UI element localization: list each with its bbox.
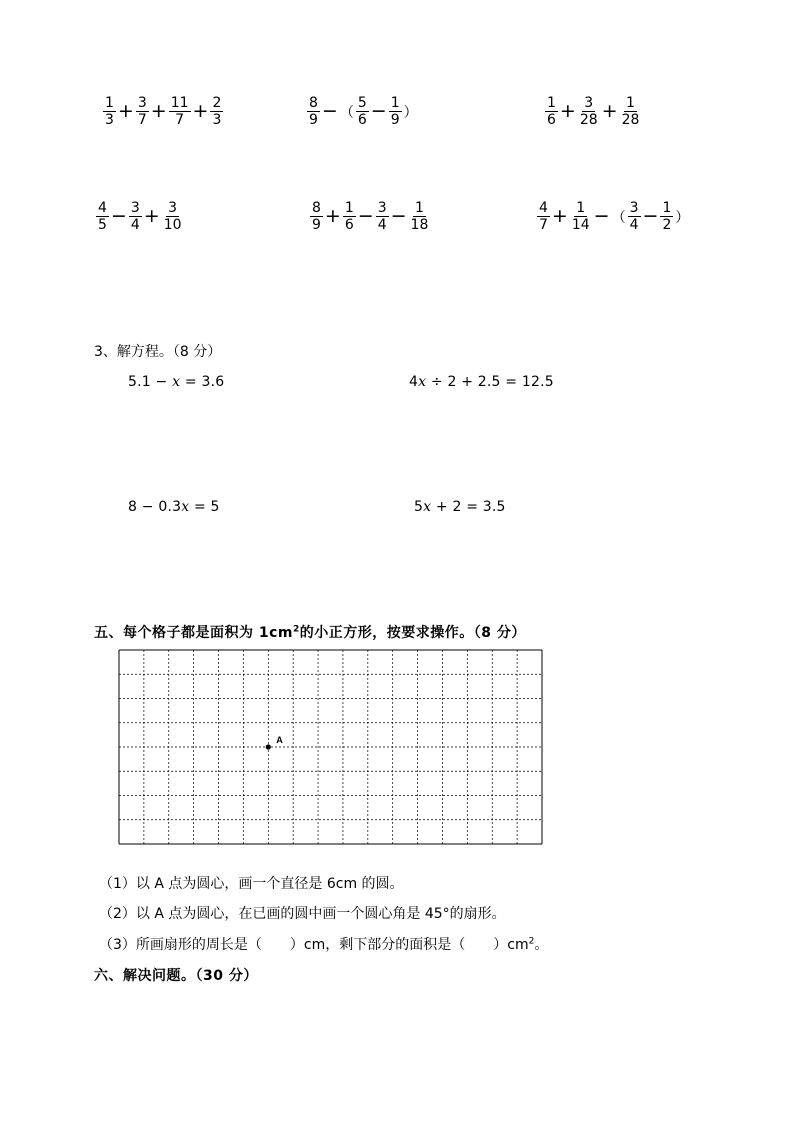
denominator: 4 bbox=[377, 217, 387, 233]
fraction bbox=[356, 96, 369, 127]
numerator: 1 bbox=[626, 95, 635, 111]
numerator: 1 bbox=[105, 95, 114, 111]
question-3 bbox=[99, 934, 548, 954]
expression-1 bbox=[102, 96, 224, 127]
fraction bbox=[660, 201, 673, 232]
denominator: 7 bbox=[175, 112, 185, 128]
fraction bbox=[343, 201, 356, 232]
numerator: 1 bbox=[547, 95, 556, 111]
denominator: 6 bbox=[344, 217, 354, 233]
numerator: 3 bbox=[377, 200, 387, 216]
operator: − bbox=[321, 100, 338, 122]
superscript: 2 bbox=[293, 624, 300, 635]
fraction bbox=[162, 201, 184, 232]
superscript: 2 bbox=[528, 936, 535, 947]
numerator: 4 bbox=[539, 200, 548, 216]
equation-text: 5 bbox=[414, 499, 424, 515]
expression-4 bbox=[95, 201, 185, 232]
denominator: 4 bbox=[629, 217, 639, 233]
question-2: （2）以 A 点为圆心，在已画的圆中画一个圆心角是 45°的扇形。 bbox=[99, 906, 506, 922]
denominator: 10 bbox=[163, 217, 182, 233]
numerator: 5 bbox=[357, 95, 367, 111]
operator: + bbox=[150, 100, 167, 122]
numerator: 1 bbox=[662, 200, 672, 216]
equation-text: 4 bbox=[409, 374, 419, 390]
point-a-dot bbox=[266, 744, 271, 749]
denominator: 28 bbox=[579, 112, 598, 128]
equation-text: = 5 bbox=[189, 499, 220, 515]
heading-text: 的小正方形，按要求操作。（8 分） bbox=[299, 625, 526, 641]
denominator: 28 bbox=[621, 112, 640, 128]
operator: + bbox=[117, 100, 134, 122]
denominator: 4 bbox=[130, 217, 140, 233]
equation-text: ÷ 2 + 2.5 = 12.5 bbox=[426, 374, 554, 390]
numerator: 3 bbox=[629, 200, 639, 216]
equations-heading: 3、解方程。（8 分） bbox=[94, 344, 222, 360]
heading-text: 五、每个格子都是面积为 1cm bbox=[94, 625, 294, 641]
fraction bbox=[103, 96, 116, 127]
grid-svg bbox=[118, 649, 543, 845]
operator: − bbox=[110, 205, 127, 227]
fraction bbox=[136, 96, 149, 127]
expression-2 bbox=[306, 96, 419, 127]
fraction bbox=[310, 201, 323, 232]
equation-text: 8 − 0.3 bbox=[128, 499, 182, 515]
denominator: 7 bbox=[137, 112, 147, 128]
fraction bbox=[129, 201, 142, 232]
variable: x bbox=[423, 499, 432, 515]
denominator: 3 bbox=[105, 112, 114, 128]
fraction bbox=[537, 201, 550, 232]
variable: x bbox=[172, 374, 181, 390]
numerator: 1 bbox=[414, 200, 424, 216]
left-paren: （ bbox=[611, 209, 626, 226]
numerator: 1 bbox=[344, 200, 354, 216]
denominator: 3 bbox=[212, 112, 222, 128]
numerator: 11 bbox=[170, 95, 189, 111]
fraction bbox=[620, 96, 642, 127]
expression-5 bbox=[309, 201, 431, 232]
equation-4 bbox=[414, 499, 506, 515]
numerator: 3 bbox=[168, 200, 178, 216]
variable: x bbox=[181, 499, 190, 515]
operator: + bbox=[559, 100, 576, 122]
numerator: 8 bbox=[312, 200, 321, 216]
equation-3 bbox=[128, 499, 220, 515]
numerator: 1 bbox=[576, 200, 586, 216]
denominator: 6 bbox=[357, 112, 367, 128]
numerator: 3 bbox=[584, 95, 594, 111]
denominator: 6 bbox=[547, 112, 556, 128]
section-5-heading bbox=[94, 622, 526, 642]
question-text: ）cm bbox=[493, 937, 529, 953]
operator: + bbox=[143, 205, 160, 227]
denominator: 18 bbox=[410, 217, 429, 233]
operator: − bbox=[370, 100, 387, 122]
denominator: 9 bbox=[390, 112, 400, 128]
equation-text: + 2 = 3.5 bbox=[431, 499, 506, 515]
fraction bbox=[210, 96, 223, 127]
denominator: 5 bbox=[98, 217, 107, 233]
expression-3 bbox=[544, 96, 642, 127]
right-paren: ） bbox=[675, 209, 690, 226]
fraction bbox=[578, 96, 600, 127]
numerator: 8 bbox=[309, 95, 318, 111]
numerator: 2 bbox=[212, 95, 222, 111]
question-1: （1）以 A 点为圆心，画一个直径是 6cm 的圆。 bbox=[99, 876, 404, 892]
numerator: 3 bbox=[137, 95, 147, 111]
expression-6 bbox=[536, 201, 690, 232]
numerator: 4 bbox=[98, 200, 107, 216]
denominator: 7 bbox=[539, 217, 548, 233]
question-text: 。 bbox=[534, 937, 549, 953]
equation-1 bbox=[128, 374, 224, 390]
point-a-label: A bbox=[276, 735, 283, 745]
section-6-heading: 六、解决问题。（30 分） bbox=[94, 968, 258, 984]
operator: − bbox=[390, 205, 407, 227]
fraction bbox=[545, 96, 558, 127]
left-paren: （ bbox=[339, 104, 354, 121]
equation-text: = 3.6 bbox=[180, 374, 225, 390]
numerator: 1 bbox=[390, 95, 400, 111]
numerator: 3 bbox=[130, 200, 140, 216]
fraction bbox=[570, 201, 592, 232]
operator: − bbox=[642, 205, 659, 227]
operator: − bbox=[593, 205, 610, 227]
denominator: 9 bbox=[309, 112, 318, 128]
fraction bbox=[307, 96, 320, 127]
equation-text: 5.1 − bbox=[128, 374, 173, 390]
operator: + bbox=[324, 205, 341, 227]
fraction bbox=[409, 201, 431, 232]
variable: x bbox=[418, 374, 427, 390]
operator: − bbox=[357, 205, 374, 227]
question-text: ）cm，剩下部分的面积是（ bbox=[289, 937, 466, 953]
operator: + bbox=[192, 100, 209, 122]
operator: + bbox=[601, 100, 618, 122]
fraction bbox=[96, 201, 109, 232]
fraction bbox=[169, 96, 191, 127]
denominator: 9 bbox=[312, 217, 321, 233]
denominator: 2 bbox=[662, 217, 672, 233]
operator: + bbox=[551, 205, 568, 227]
fraction bbox=[628, 201, 641, 232]
denominator: 14 bbox=[571, 217, 590, 233]
fraction bbox=[389, 96, 402, 127]
question-text: （3）所画扇形的周长是（ bbox=[99, 937, 262, 953]
fraction bbox=[376, 201, 389, 232]
equation-2 bbox=[409, 374, 554, 390]
square-grid[interactable] bbox=[118, 649, 543, 845]
right-paren: ） bbox=[403, 104, 418, 121]
